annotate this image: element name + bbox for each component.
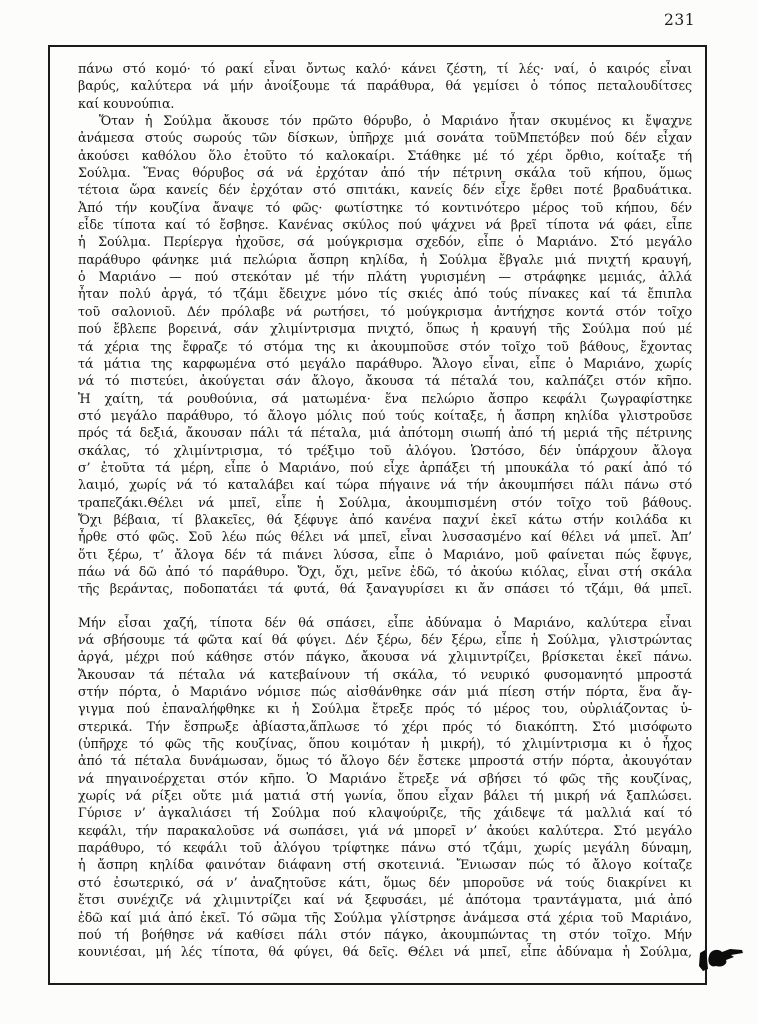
text-line: ἀκούσει καθόλου ὅλο ἐτοῦτο τό καλοκαίρι. Στάθηκε μέ τό χέρι ὄρθιο, κοίταξε τή — [78, 147, 692, 163]
text-line: τά χέρια της ἔφραζε τό στόμα της κι ἀκουμποῦσε στόν τοῖχο τοῦ βάθους, ἔχοντας — [78, 338, 692, 354]
text-line: παράθυρο, τό κεφάλι τοῦ ἀλόγου τρίφτηκε πάνω στό τζάμι, χωρίς μεγάλη δύναμη, — [78, 840, 692, 856]
text-line: πάνω στό κομό· τό ρακί εἶναι ὄντως καλό· κάνει ζέστη, τί λές· ναί, ὁ καιρός εἶναι — [78, 61, 692, 76]
text-line: στήν πόρτα, ὁ Μαριάνο νόμισε πώς αἰσθάνθηκε σάν μιά πίεση στήν πόρτα, ἕνα ἄγ- — [78, 684, 692, 700]
text-line: πού τή βοήθησε νά καθίσει πάλι στόν πάγκο, ἀκουμπώντας τη στόν τοῖχο. Μήν — [78, 926, 692, 942]
text-line: ἐδῶ καί μιά ἀπό ἐκεῖ. Τό σῶμα τῆς Σούλμα γλίστρησε ἀνάμεσα στά χέρια τοῦ Μαριάνο, — [78, 909, 692, 925]
text-line: Ἄκουσαν τά πέταλα νά κατεβαίνουν τή σκάλα, τό νευρικό φυσομανητό μπροστά — [78, 666, 692, 682]
text-line: Σούλμα. Ἕνας θόρυβος σά νά ἐρχόταν ἀπό τήν πέτρινη σκάλα τοῦ κήπου, ὅμως — [78, 165, 692, 181]
text-line: καί κουνούπια. — [78, 95, 175, 111]
text-line: στερικά. Τήν ἔσπρωξε ἀβίαστα,ἅπλωσε τό χέρι πρός τό διακόπτη. Στό μισόφωτο — [78, 718, 692, 734]
text-line: πάω νά δῶ ἀπό τό παράθυρο. Ὄχι, ὄχι, μεῖνε ἐδῶ, τό ἀκούω κιόλας, εἶναι στή σκάλα — [78, 563, 692, 579]
text-line: γιγμα πού ἐπαναλήφθηκε κι ἡ Σούλμα ἔτρεξε πρός τό μέρος του, οὐρλιάζοντας ὑ- — [78, 701, 692, 717]
text-line: ἀνάμεσα στούς σωρούς τῶν δίσκων, ὑπῆρχε μιά σονάτα τοῦΜπετόβεν πού δέν εἶχαν — [78, 130, 692, 146]
text-line: ἔτσι συνέχιζε νά χλιμιντρίζει καί νά ξεφυσάει, μέ ἀπότομα τραντάγματα, μιά ἀπό — [78, 892, 692, 908]
text-line: νά πηγαινοέρχεται στόν κῆπο. Ὁ Μαριάνο ἔτρεξε νά σβήσει τό φῶς τῆς κουζίνας, — [78, 770, 692, 786]
text-line: κεφάλι, τήν παρακαλοῦσε νά σωπάσει, γιά νά μπορεῖ ν’ ἀκούει καλύτερα. Στό μεγάλο — [78, 822, 692, 838]
text-line: λαιμό, χωρίς νά τό καταλάβει καί τώρα πήγαινε νά τήν ἀκουμπήσει πάλι πάνω στό — [78, 477, 692, 493]
paragraph — [78, 614, 692, 961]
text-line: Ὅταν ἡ Σούλμα ἄκουσε τόν πρῶτο θόρυβο, ὁ Μαριάνο ἦταν σκυμένος κι ἔψαχνε — [99, 113, 692, 129]
text-line: τῆς βεράντας, ποδοπατάει τά φυτά, θά ξαναγυρίσει κι ἄν σπάσει τό τζάμι, θά μπεῖ. — [78, 581, 692, 597]
text-line: τραπεζάκι.Θέλει νά μπεῖ, εἶπε ἡ Σούλμα, ἀκουμπισμένη στόν τοῖχο τοῦ βάθους. — [78, 494, 692, 510]
text-line: σκάλας, τό χλιμίντρισμα, τό τρέξιμο τοῦ ἀλόγου. Ὡστόσο, δέν ὑπάρχουν ἄλογα — [78, 442, 692, 458]
text-line: ἡ Σούλμα. Περίεργα ἠχοῦσε, σά μούγκρισμα σχεδόν, εἶπε ὁ Μαριάνο. Στό μεγάλο — [78, 234, 692, 250]
manicule-hand-icon — [697, 944, 745, 978]
text-line: ἦρθε στό φῶς. Σοῦ λέω πώς θέλει νά μπεῖ, εἶναι λυσσασμένο καί θέλει νά μπεῖ. Ἀπ’ — [78, 529, 692, 545]
text-line: ἀπό τά πέταλα δυνάμωσαν, ὅμως τό ἄλογο δέν ἔστεκε μπροστά στήν πόρτα, ἀκουγόταν — [78, 753, 692, 769]
text-line: τοῦ σαλονιοῦ. Δέν πρόλαβε νά ρωτήσει, τό μούγκρισμα ἀντήχησε κοντά στόν τοῖχο — [78, 303, 692, 319]
text-line: Γύρισε ν’ ἀγκαλιάσει τή Σούλμα πού κλαψούριζε, τῆς χάιδεψε τά μαλλιά καί τό — [78, 805, 692, 821]
page-number: 231 — [664, 11, 696, 29]
text-line: νά τό πιστεύει, ἀκούγεται σάν ἄλογο, ἄκουσα τά πέταλά του, καλπάζει στόν κῆπο. — [78, 373, 692, 389]
text-line: τέτοια ὥρα κανείς δέν ἐρχόταν στό σπιτάκι, κανείς δέν εἶχε ἔρθει ποτέ βραδυάτικα. — [78, 182, 692, 198]
text-line: στό ἐσωτερικό, σά ν’ ἀναζητοῦσε κάτι, ὅμως δέν μποροῦσε νά τούς διακρίνει κι — [78, 874, 692, 890]
text-line: βαρύς, καλύτερα νά μήν ἀνοίξουμε τά παράθυρα, θά γεμίσει ὁ τόπος πεταλουδίτσες — [78, 78, 692, 94]
text-line: τά μάτια της καρφωμένα στό μεγάλο παράθυρο. Ἄλογο εἶναι, εἶπε ὁ Μαριάνο, χωρίς — [78, 355, 692, 371]
text-line: Ἡ χαίτη, τά ρουθούνια, σά ματωμένα· ἕνα πελώριο ἄσπρο κεφάλι ζωγραφίστηκε — [78, 390, 692, 406]
text-line: πού ἔβλεπε βορεινά, σάν χλιμίντρισμα πνιχτό, ὅπως ἡ κραυγή τῆς Σούλμα πού μέ — [78, 321, 692, 337]
text-line: στό μεγάλο παράθυρο, τό ἄλογο μόλις πού τούς κοίταξε, ἡ ἄσπρη κηλίδα γλιστροῦσε — [78, 407, 692, 423]
text-line: νά σβήσουμε τά φῶτα καί θά φύγει. Δέν ξέρω, δέν ξέρω, εἶπε ἡ Σούλμα, γλιστρώντας — [78, 632, 692, 647]
text-frame-border — [48, 45, 707, 985]
text-line: Ὄχι βέβαια, τί βλακεῖες, θά ξέφυγε ἀπό κανένα παχνί ἐκεῖ κάτω στήν κοιλάδα κι — [78, 511, 692, 527]
paragraph — [78, 112, 692, 598]
text-line: Μήν εἶσαι χαζή, τίποτα δέν θά σπάσει, εἶπε ἀδύναμα ὁ Μαριάνο, καλύτερα εἶναι — [78, 614, 692, 630]
paragraph — [78, 60, 692, 112]
text-line: ὅτι ξέρω, τ’ ἄλογα δέν τά πιάνει λύσσα, εἶπε ὁ Μαριάνο, μοῦ φαίνεται πώς ἔφυγε, — [78, 546, 692, 562]
text-line: ἡ ἄσπρη κηλίδα φαινόταν διάφανη στή σκοτεινιά. Ἔνιωσαν πώς τό ἄλογο κοίταζε — [78, 857, 692, 873]
text-line: πρός τά δεξιά, ἄκουσαν πάλι τά πέταλα, μιά ἀπότομη σιωπή ἀπό τή μεριά τῆς πέτρινης — [78, 425, 692, 441]
text-line: εἶδε τίποτα καί τό ἔσβησε. Κανένας σκύλος πού ψάχνει νά βρεῖ τίποτα νά φάει, εἶπε — [78, 217, 692, 233]
text-line: σ’ ἐτοῦτα τά μέρη, εἶπε ὁ Μαριάνο, πού εἶχε ἁρπάξει τή μπουκάλα τό ρακί ἀπό τό — [78, 459, 692, 475]
body-text — [78, 60, 692, 961]
text-line: ἦταν πολύ ἀργά, τό τζάμι ἔδειχνε μόνο τίς σκιές ἀπό τούς πίνακες καί τά ἔπιπλα — [78, 286, 692, 302]
text-line: ὁ Μαριάνο — πού στεκόταν μέ τήν πλάτη γυρισμένη — στράφηκε μεμιάς, ἀλλά — [78, 269, 692, 285]
text-line: (ὑπῆρχε τό φῶς τῆς κουζίνας, ὅπου κοιμόταν ἡ μικρή), τό χλιμίντρισμα κι ὁ ἦχος — [78, 736, 692, 752]
text-line: κουνιέσαι, μή λές τίποτα, θά φύγει, θά δεῖς. Θέλει νά μπεῖ, εἶπε ἀδύναμα ἡ Σούλμα, — [78, 944, 692, 960]
text-line: παράθυρο φάνηκε μιά πελώρια ἄσπρη κηλίδα, ἡ Σούλμα ἔβγαλε μιά πνιχτή κραυγή, — [78, 251, 692, 267]
text-line: χωρίς νά ρίξει οὔτε μιά ματιά στή γωνία, ὅπου εἶχαν βάλει τή μικρή νά ξαπλώσει. — [78, 788, 692, 804]
text-line: ἀργά, μέχρι πού κάθησε στόν πάγκο, ἄκουσα νά χλιμιντρίζει, βρίσκεται ἐκεῖ πάνω. — [78, 649, 692, 665]
text-line: Ἀπό τήν κουζίνα ἄναψε τό φῶς· φωτίστηκε τό κοντινότερο μέρος τοῦ κήπου, δέν — [78, 199, 692, 215]
